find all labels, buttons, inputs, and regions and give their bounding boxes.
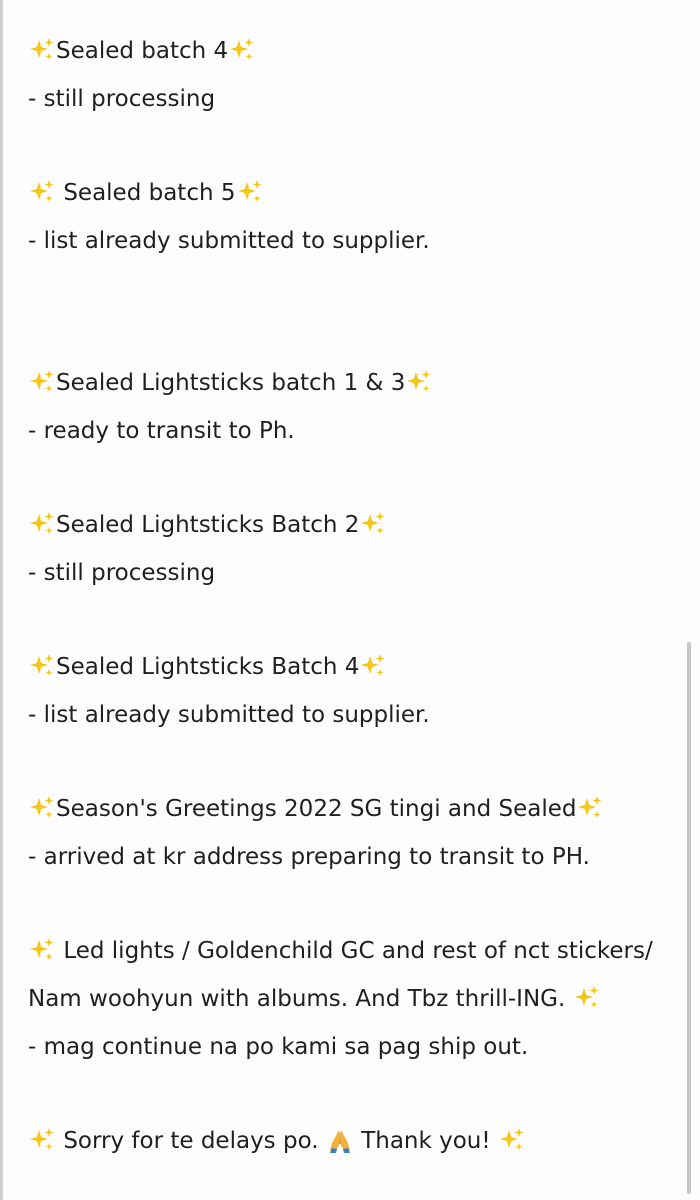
status-title-continued: Nam woohyun with albums. And Tbz thrill-ING.	[28, 984, 601, 1014]
sparkles-icon	[28, 936, 56, 964]
sparkles-icon	[576, 794, 604, 822]
status-title: Sealed Lightsticks Batch 2	[28, 510, 387, 540]
status-title: Led lights / Goldenchild GC and rest of nct stickers/	[28, 936, 653, 966]
sparkles-icon	[28, 794, 56, 822]
status-title: Sealed batch 4	[28, 36, 256, 66]
closing-line: Sorry for te delays po. Thank you!	[28, 1126, 526, 1156]
sparkles-icon	[498, 1126, 526, 1154]
sparkles-icon	[359, 510, 387, 538]
status-title: Sealed Lightsticks batch 1 & 3	[28, 368, 433, 398]
status-title: Season's Greetings 2022 SG tingi and Sealed	[28, 794, 604, 824]
sparkles-icon	[28, 1126, 56, 1154]
vertical-scrollbar[interactable]	[687, 642, 691, 1194]
sparkles-icon	[28, 510, 56, 538]
sparkles-icon	[405, 368, 433, 396]
status-detail: - mag continue na po kami sa pag ship out.	[28, 1034, 529, 1060]
status-title: Sealed Lightsticks Batch 4	[28, 652, 387, 682]
status-detail: - arrived at kr address preparing to transit to PH.	[28, 844, 590, 870]
status-detail: - ready to transit to Ph.	[28, 418, 295, 444]
window-left-edge	[0, 0, 3, 1200]
sparkles-icon	[28, 36, 56, 64]
status-detail: - still processing	[28, 86, 216, 112]
sparkles-icon	[28, 368, 56, 396]
status-detail: - still processing	[28, 560, 216, 586]
folded-hands-icon	[326, 1126, 354, 1154]
status-detail: - list already submitted to supplier.	[28, 702, 430, 728]
status-title: Sealed batch 5	[28, 178, 264, 208]
sparkles-icon	[573, 984, 601, 1012]
sparkles-icon	[236, 178, 264, 206]
status-detail: - list already submitted to supplier.	[28, 228, 430, 254]
sparkles-icon	[28, 178, 56, 206]
sparkles-icon	[359, 652, 387, 680]
sparkles-icon	[228, 36, 256, 64]
sparkles-icon	[28, 652, 56, 680]
